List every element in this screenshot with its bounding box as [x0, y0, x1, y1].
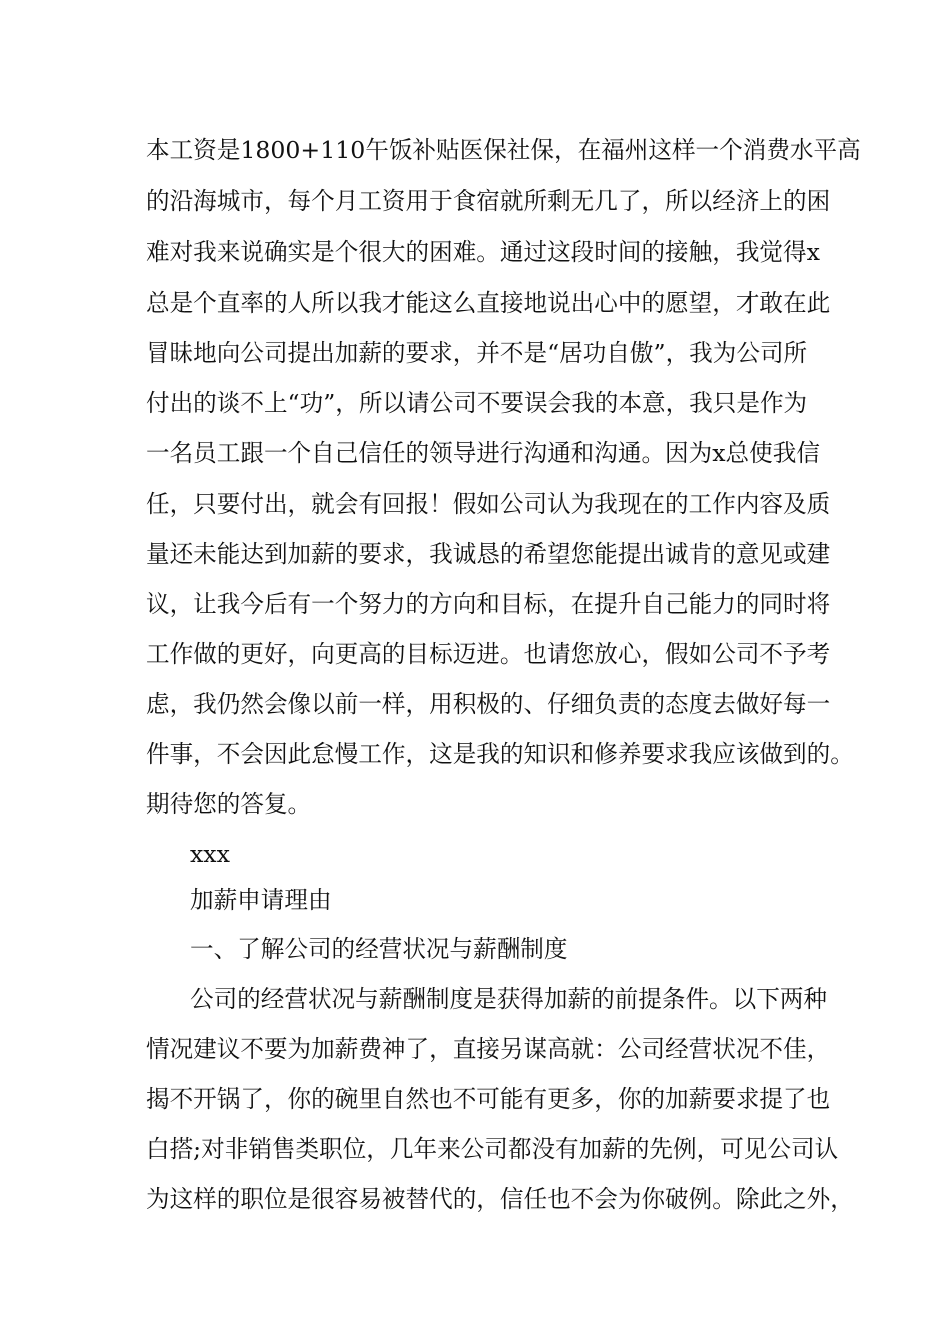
- paragraph-line: 冒昧地向公司提出加薪的要求，并不是“居功自傲”，我为公司所: [146, 339, 808, 367]
- paragraph-line: 本工资是1800+110午饭补贴医保社保，在福州这样一个消费水平高: [146, 136, 861, 164]
- paragraph-line: 揭不开锅了，你的碗里自然也不可能有更多，你的加薪要求提了也: [146, 1085, 831, 1113]
- paragraph-line: 难对我来说确实是个很大的困难。通过这段时间的接触，我觉得x: [146, 238, 820, 266]
- paragraph-line: 虑，我仍然会像以前一样，用积极的、仔细负责的态度去做好每一: [146, 690, 831, 718]
- paragraph-line: 议，让我今后有一个努力的方向和目标，在提升自己能力的同时将: [146, 590, 831, 618]
- signature: xxx: [190, 840, 230, 868]
- paragraph-line: 总是个直率的人所以我才能这么直接地说出心中的愿望，才敢在此: [146, 289, 831, 317]
- paragraph-line: 付出的谈不上“功”，所以请公司不要误会我的本意，我只是作为: [146, 389, 808, 417]
- paragraph-line: 公司的经营状况与薪酬制度是获得加薪的前提条件。以下两种: [190, 985, 828, 1013]
- paragraph-line: 任，只要付出，就会有回报！假如公司认为我现在的工作内容及质: [146, 490, 831, 518]
- section-title: 加薪申请理由: [190, 886, 332, 914]
- paragraph-line: 件事，不会因此怠慢工作，这是我的知识和修养要求我应该做到的。: [146, 740, 854, 768]
- paragraph-line: 工作做的更好，向更高的目标迈进。也请您放心，假如公司不予考: [146, 640, 831, 668]
- paragraph-line: 的沿海城市，每个月工资用于食宿就所剩无几了，所以经济上的困: [146, 187, 831, 215]
- paragraph-line: 量还未能达到加薪的要求，我诚恳的希望您能提出诚肯的意见或建: [146, 540, 831, 568]
- subsection-title: 一、了解公司的经营状况与薪酬制度: [190, 935, 568, 963]
- paragraph-line: 白搭;对非销售类职位，几年来公司都没有加薪的先例，可见公司认: [146, 1135, 839, 1163]
- paragraph-line: 情况建议不要为加薪费神了，直接另谋高就：公司经营状况不佳，: [146, 1035, 831, 1063]
- paragraph-line: 一名员工跟一个自己信任的领导进行沟通和沟通。因为x总使我信: [146, 439, 820, 467]
- paragraph-line: 期待您的答复。: [146, 790, 312, 818]
- paragraph-line: 为这样的职位是很容易被替代的，信任也不会为你破例。除此之外，: [146, 1185, 854, 1213]
